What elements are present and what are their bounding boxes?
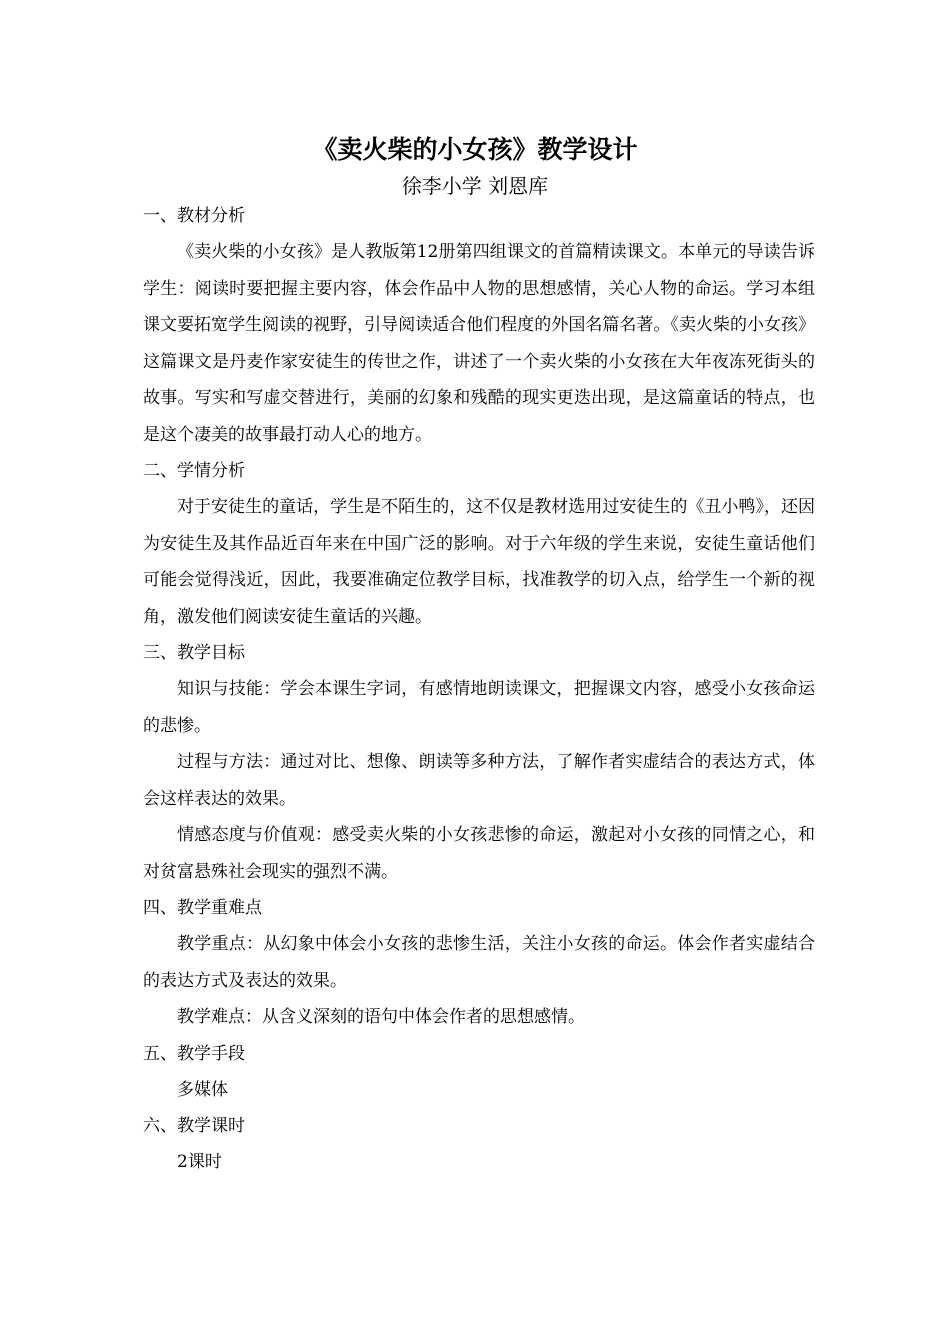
teaching-method-value: 多媒体 <box>177 1079 228 1100</box>
section-heading: 二、学情分析 <box>143 461 245 481</box>
paragraph: 《卖火柴的小女孩》是人教版第12册第四组课文的首篇精读课文。本单元的导读告诉学生：阅读时要把握主要内容，体会作品中人物的思想感情，关心人物的命运。学习本组课文要拓宽学生阅读的视野，引导阅读适合他们程度的外国名篇名著。《卖火柴的小女孩》这篇课文是丹麦作家安徒生的传世之作，讲述了一个卖火柴的小女孩在大年夜冻死街头的故事。写实和写虚交替进行，美丽的幻象和残酷的现实更迭出现，是这篇童话的特点，也是这个凄美的故事最打动人心的地方。 <box>143 242 815 445</box>
class-hours-value: 2课时 <box>177 1151 222 1172</box>
section-heading: 一、教材分析 <box>143 206 245 226</box>
section-heading: 六、教学课时 <box>143 1115 245 1136</box>
paragraph: 教学难点：从含义深刻的语句中体会作者的思想感情。 <box>177 1007 585 1027</box>
paragraph: 情感态度与价值观：感受卖火柴的小女孩悲惨的命运，激起对小女孩的同情之心，和对贫富悬殊社会现实的强烈不满。 <box>143 825 815 882</box>
section-heading: 五、教学手段 <box>143 1043 245 1064</box>
document-body <box>143 198 815 1180</box>
section-heading: 四、教学重难点 <box>143 898 262 918</box>
paragraph: 对于安徒生的童话，学生是不陌生的，这不仅是教材选用过安徒生的《丑小鸭》，还因为安徒生及其作品近百年来在中国广泛的影响。对于六年级的学生来说，安徒生童话他们可能会觉得浅近，因此，我要准确定位教学目标，找准教学的切入点，给学生一个新的视角，激发他们阅读安徒生童话的兴趣。 <box>143 497 815 627</box>
document-author: 徐李小学 刘恩库 <box>401 174 549 198</box>
paragraph: 过程与方法：通过对比、想像、朗读等多种方法，了解作者实虚结合的表达方式，体会这样表达的效果。 <box>143 752 815 809</box>
document-title: 《卖火柴的小女孩》教学设计 <box>312 135 638 164</box>
paragraph: 知识与技能：学会本课生字词，有感情地朗读课文，把握课文内容，感受小女孩命运的悲惨。 <box>143 679 815 736</box>
paragraph: 教学重点：从幻象中体会小女孩的悲惨生活，关注小女孩的命运。体会作者实虚结合的表达方式及表达的效果。 <box>143 934 815 991</box>
section-heading: 三、教学目标 <box>143 643 245 663</box>
